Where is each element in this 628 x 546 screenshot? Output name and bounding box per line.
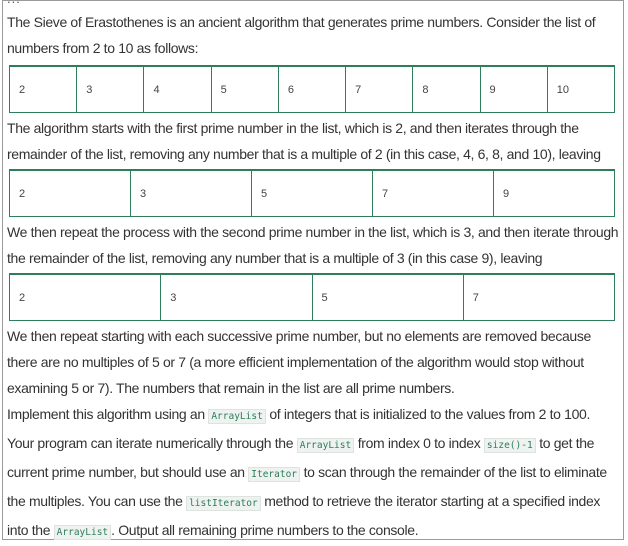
table-cell: 5: [312, 274, 463, 321]
table-cell: 2: [10, 170, 131, 217]
table-cell: 3: [77, 66, 144, 113]
task-text: to get the current prime number, but should use an: [7, 435, 595, 480]
table-cell: 7: [463, 274, 614, 321]
table-cell: 10: [547, 66, 614, 113]
code-arraylist: ArrayList: [297, 438, 354, 453]
conclusion-paragraph: We then repeat starting with each successive prime number, but no elements are removed because there are no multiples of 5 or 7 (a more efficient implementation of the algorithm would stop without examining 5 or 7). The numbers that remain in the list are all prime numbers.: [7, 328, 591, 396]
table-cell: 5: [252, 170, 373, 217]
exercise-panel: [2, 0, 624, 540]
task-text: Implement this algorithm using an: [7, 406, 209, 422]
table-row: [10, 274, 615, 321]
task-text: from index 0 to index: [354, 435, 484, 451]
intro-paragraph: The Sieve of Erastothenes is an ancient algorithm that generates prime numbers. Consider the list of numbers from 2 to 10 as follows:: [7, 14, 596, 56]
table-cell: 3: [161, 274, 312, 321]
task-text: method to retrieve the iterator starting at a specified index into the: [7, 493, 601, 538]
table-cell: 5: [211, 66, 278, 113]
code-listiterator: listIterator: [186, 496, 261, 511]
table-cell: 2: [10, 274, 161, 321]
code-arraylist: ArrayList: [208, 409, 265, 424]
number-list-table-after-2: [9, 169, 615, 217]
table-cell: 9: [494, 170, 615, 217]
table-cell: 2: [10, 66, 77, 113]
task-text: to scan through the remainder of the list to eliminate the multiples. You can use the: [7, 464, 607, 509]
table-cell: 3: [131, 170, 252, 217]
table-cell: 4: [144, 66, 211, 113]
number-list-table-after-3: [9, 273, 615, 321]
table-cell: 6: [278, 66, 345, 113]
table-row: [10, 66, 615, 113]
number-list-table-initial: [9, 65, 615, 113]
table-row: [10, 170, 615, 217]
task-text: of integers that is initialized to the values from 2 to 100. Your program can iterate numerically through the: [7, 406, 590, 451]
cut-off-text: [7, 0, 21, 6]
table-cell: 7: [373, 170, 494, 217]
code-iterator: Iterator: [248, 467, 300, 482]
table-cell: 7: [346, 66, 413, 113]
table-cell: 9: [480, 66, 547, 113]
code-size-minus-one: size()-1: [484, 438, 536, 453]
task-paragraph: [7, 401, 619, 546]
table-cell: 8: [413, 66, 480, 113]
step-one-paragraph: The algorithm starts with the first prime number in the list, which is 2, and then iterates through the remainder of the list, removing any number that is a multiple of 2 (in this case, 4, 6, 8, and 10), leaving: [7, 120, 601, 162]
task-text: . Output all remaining prime numbers to the console.: [111, 522, 419, 538]
step-two-paragraph: We then repeat the process with the second prime number in the list, which is 3, and then iterate through the remainder of the list, removing any number that is a multiple of 3 (in this case 9), leaving: [7, 224, 619, 266]
code-arraylist: ArrayList: [54, 525, 111, 540]
